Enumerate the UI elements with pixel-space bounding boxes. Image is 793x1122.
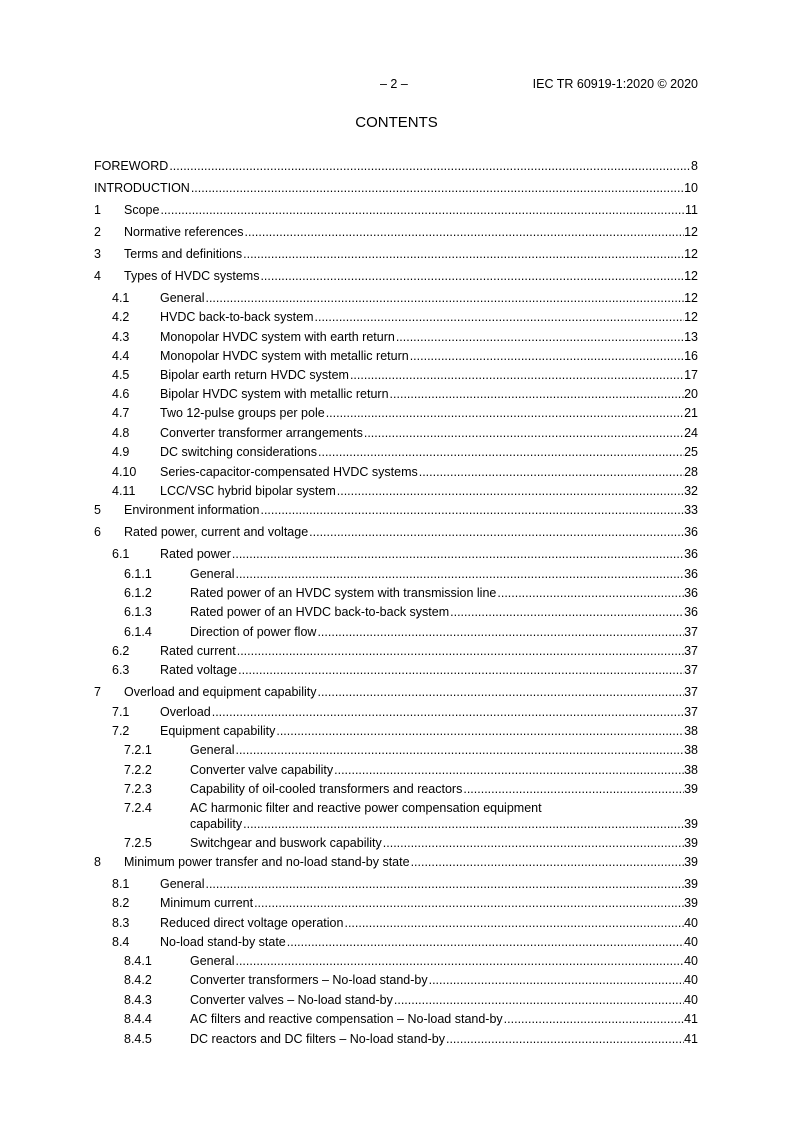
dot-leader (308, 524, 684, 540)
dot-leader (231, 546, 684, 562)
toc-entry[interactable] (94, 643, 698, 659)
toc-entry-number: 7.2.2 (124, 763, 152, 777)
toc-entry-page: 36 (684, 525, 698, 539)
toc-entry-number: 4.11 (112, 484, 136, 498)
dot-leader (234, 953, 684, 969)
toc-entry[interactable] (94, 854, 698, 870)
toc-entry-number: 8.3 (112, 916, 130, 930)
dot-leader (317, 444, 684, 460)
toc-entry-number: 4.7 (112, 406, 130, 420)
toc-entry[interactable] (94, 180, 698, 196)
toc-entry[interactable] (94, 604, 698, 620)
toc-entry-page: 36 (684, 547, 698, 561)
toc-entry-page: 36 (684, 605, 698, 619)
toc-entry-number: 6 (94, 525, 101, 539)
toc-entry-title: FOREWORD (94, 159, 169, 173)
toc-entry[interactable] (94, 972, 698, 988)
toc-entry-title: Equipment capability (160, 724, 276, 738)
dot-leader (363, 425, 684, 441)
toc-entry-number: 8.4.1 (124, 954, 152, 968)
toc-entry-page: 37 (684, 705, 698, 719)
dot-leader (204, 290, 684, 306)
toc-entry-title: Overload (160, 705, 211, 719)
toc-entry-number: 4 (94, 269, 101, 283)
toc-entry-number: 4.4 (112, 349, 130, 363)
toc-entry[interactable] (94, 762, 698, 778)
dot-leader (259, 268, 684, 284)
dot-leader (462, 781, 684, 797)
dot-leader (325, 405, 684, 421)
toc-entry-title: Switchgear and buswork capability (190, 836, 382, 850)
toc-entry-page: 40 (684, 935, 698, 949)
toc-entry[interactable] (94, 800, 698, 832)
toc-entry-page: 39 (684, 836, 698, 850)
toc-entry-number: 4.9 (112, 445, 130, 459)
toc-entry-title: Normative references (124, 225, 244, 239)
toc-entry-title: Rated current (160, 644, 236, 658)
toc-entry-number: 7.1 (112, 705, 130, 719)
dot-leader (190, 180, 684, 196)
toc-entry[interactable] (94, 386, 698, 402)
toc-entry-number: 6.1.4 (124, 625, 152, 639)
toc-entry-page: 37 (684, 685, 698, 699)
toc-entry-page: 40 (684, 916, 698, 930)
toc-entry[interactable] (94, 585, 698, 601)
dot-leader (236, 643, 684, 659)
toc-entry-page: 33 (684, 503, 698, 517)
toc-entry[interactable] (94, 1031, 698, 1047)
toc-entry[interactable] (94, 992, 698, 1008)
toc-entry[interactable] (94, 405, 698, 421)
toc-entry-page: 40 (684, 993, 698, 1007)
dot-leader (259, 502, 684, 518)
toc-entry[interactable] (94, 704, 698, 720)
toc-entry-page: 12 (684, 247, 698, 261)
toc-entry-title: Direction of power flow (190, 625, 317, 639)
toc-entry-title: Rated power of an HVDC back-to-back system (190, 605, 450, 619)
dot-leader (204, 876, 684, 892)
toc-entry-number: 8.2 (112, 896, 130, 910)
dot-leader (410, 854, 685, 870)
dot-leader (286, 934, 684, 950)
toc-entry-page: 39 (684, 896, 698, 910)
toc-entry-title: DC switching considerations (160, 445, 318, 459)
toc-entry-page: 12 (684, 310, 698, 324)
toc-entry-number: 8.4.4 (124, 1012, 152, 1026)
toc-entry-number: 8 (94, 855, 101, 869)
toc-entry-page: 20 (684, 387, 698, 401)
toc-entry-title: General (190, 567, 235, 581)
toc-entry-number: 8.4 (112, 935, 130, 949)
toc-entry-title: General (160, 877, 205, 891)
dot-leader (234, 566, 684, 582)
toc-entry-title: Monopolar HVDC system with earth return (160, 330, 395, 344)
toc-entry-page: 32 (684, 484, 698, 498)
toc-entry[interactable] (94, 483, 698, 499)
toc-entry-number: 7.2.1 (124, 743, 152, 757)
toc-entry-number: 7.2.4 (124, 801, 152, 815)
toc-entry[interactable] (94, 742, 698, 758)
toc-entry[interactable] (94, 895, 698, 911)
toc-entry-title: Overload and equipment capability (124, 685, 317, 699)
dot-leader (496, 585, 684, 601)
dot-leader (503, 1011, 684, 1027)
toc-entry-title: LCC/VSC hybrid bipolar system (160, 484, 336, 498)
dot-leader (211, 704, 684, 720)
toc-entry[interactable] (94, 329, 698, 345)
toc-entry-title: Monopolar HVDC system with metallic return (160, 349, 409, 363)
toc-entry-number: 4.8 (112, 426, 130, 440)
toc-entry[interactable] (94, 158, 698, 174)
dot-leader (168, 158, 691, 174)
toc-entry-title: Converter valve capability (190, 763, 334, 777)
toc-entry-number: 4.5 (112, 368, 130, 382)
toc-entry-page: 38 (684, 743, 698, 757)
toc-entry[interactable] (94, 1011, 698, 1027)
toc-entry-page: 16 (684, 349, 698, 363)
dot-leader (409, 348, 684, 364)
toc-entry-page: 40 (684, 973, 698, 987)
toc-entry-number: 3 (94, 247, 101, 261)
toc-entry-title: Environment information (124, 503, 260, 517)
toc-entry[interactable] (94, 953, 698, 969)
toc-entry-page: 21 (684, 406, 698, 420)
dot-leader (449, 604, 684, 620)
dot-leader (336, 483, 684, 499)
dot-leader (343, 915, 684, 931)
dot-leader (314, 309, 685, 325)
dot-leader (445, 1031, 684, 1047)
toc-entry[interactable] (94, 781, 698, 797)
dot-leader (389, 386, 685, 402)
toc-entry-title: Rated power (160, 547, 231, 561)
toc-entry-page: 37 (684, 644, 698, 658)
toc-entry-title: AC filters and reactive compensation – No-load stand-by (190, 1012, 503, 1026)
toc-entry-title: Bipolar earth return HVDC system (160, 368, 349, 382)
dot-leader (316, 624, 684, 640)
toc-entry-title: Scope (124, 203, 160, 217)
toc-entry-page: 39 (684, 877, 698, 891)
toc-entry-number: 8.1 (112, 877, 130, 891)
toc-entry-title: Minimum current (160, 896, 254, 910)
toc-entry-page: 38 (684, 763, 698, 777)
dot-leader (253, 895, 684, 911)
toc-entry-page: 36 (684, 567, 698, 581)
toc-entry-page: 12 (684, 291, 698, 305)
dot-leader (234, 742, 684, 758)
toc-entry-title: Rated power, current and voltage (124, 525, 309, 539)
dot-leader (242, 816, 684, 832)
toc-entry-number: 7.2.3 (124, 782, 152, 796)
toc-entry[interactable] (94, 464, 698, 480)
dot-leader (244, 224, 685, 240)
toc-entry-page: 8 (691, 159, 698, 173)
toc-entry-number: 6.1 (112, 547, 130, 561)
toc-entry[interactable] (94, 624, 698, 640)
toc-entry-number: 4.2 (112, 310, 130, 324)
toc-entry-title: HVDC back-to-back system (160, 310, 314, 324)
document-id-header: IEC TR 60919-1:2020 © 2020 (532, 77, 698, 91)
toc-entry[interactable] (94, 662, 698, 678)
toc-entry-title: General (190, 954, 235, 968)
toc-entry-number: 5 (94, 503, 101, 517)
toc-entry-page: 36 (684, 586, 698, 600)
toc-entry[interactable] (94, 876, 698, 892)
toc-entry-title: INTRODUCTION (94, 181, 190, 195)
toc-entry-number: 6.3 (112, 663, 130, 677)
toc-entry-title: Capability of oil-cooled transformers and reactors (190, 782, 463, 796)
toc-entry-number: 6.2 (112, 644, 130, 658)
toc-entry-page: 37 (684, 663, 698, 677)
page-title: CONTENTS (355, 114, 438, 131)
toc-entry-page: 41 (684, 1012, 698, 1026)
toc-entry-number: 4.3 (112, 330, 130, 344)
toc-entry-number: 2 (94, 225, 101, 239)
toc-entry-number: 7.2 (112, 724, 130, 738)
toc-entry-title: Series-capacitor-compensated HVDC systems (160, 465, 418, 479)
toc-entry[interactable] (94, 268, 698, 284)
toc-entry-title: General (190, 743, 235, 757)
toc-entry[interactable] (94, 684, 698, 700)
toc-entry-title: DC reactors and DC filters – No-load stand-by (190, 1032, 445, 1046)
toc-entry-page: 39 (684, 782, 698, 796)
toc-entry-page: 39 (684, 855, 698, 869)
toc-entry-page: 11 (685, 203, 698, 217)
dot-leader (242, 246, 684, 262)
toc-entry-title: AC harmonic filter and reactive power compensation equipment (190, 801, 542, 815)
dot-leader (349, 367, 684, 383)
toc-entry-number: 4.10 (112, 465, 137, 479)
toc-entry-page: 12 (684, 225, 698, 239)
toc-entry[interactable] (94, 524, 698, 540)
toc-entry[interactable] (94, 502, 698, 518)
toc-entry[interactable] (94, 835, 698, 851)
toc-entry-number: 8.4.5 (124, 1032, 152, 1046)
toc-entry-page: 13 (684, 330, 698, 344)
toc-entry-title: Rated voltage (160, 663, 238, 677)
toc-entry-page: 40 (684, 954, 698, 968)
page-number-header: – 2 – (380, 77, 408, 91)
dot-leader (418, 464, 684, 480)
toc-entry-page: 17 (684, 368, 698, 382)
toc-entry-page: 10 (684, 181, 698, 195)
dot-leader (382, 835, 684, 851)
toc-entry-title: Types of HVDC systems (124, 269, 260, 283)
toc-entry-title: No-load stand-by state (160, 935, 286, 949)
toc-entry-page: 37 (684, 625, 698, 639)
toc-entry[interactable] (94, 546, 698, 562)
toc-entry[interactable] (94, 425, 698, 441)
toc-entry[interactable] (94, 723, 698, 739)
toc-entry[interactable] (94, 367, 698, 383)
toc-entry-title: Minimum power transfer and no-load stand-by state (124, 855, 410, 869)
toc-entry[interactable] (94, 224, 698, 240)
toc-entry-title-continued: capability (190, 817, 243, 831)
toc-entry-number: 6.1.1 (124, 567, 152, 581)
toc-entry[interactable] (94, 566, 698, 582)
toc-entry-number: 6.1.2 (124, 586, 152, 600)
toc-entry-title: Reduced direct voltage operation (160, 916, 344, 930)
dot-leader (159, 202, 685, 218)
toc-entry-number: 8.4.3 (124, 993, 152, 1007)
toc-entry-number: 6.1.3 (124, 605, 152, 619)
toc-entry-page: 24 (684, 426, 698, 440)
toc-entry-number: 8.4.2 (124, 973, 152, 987)
toc-entry-title: Converter transformers – No-load stand-by (190, 973, 428, 987)
toc-entry[interactable] (94, 309, 698, 325)
toc-entry-title: Terms and definitions (124, 247, 243, 261)
dot-leader (316, 684, 684, 700)
toc-entry-title: Bipolar HVDC system with metallic return (160, 387, 389, 401)
toc-entry[interactable] (94, 444, 698, 460)
toc-entry-page: 38 (684, 724, 698, 738)
toc-entry-number: 4.1 (112, 291, 130, 305)
toc-entry-title: Converter transformer arrangements (160, 426, 363, 440)
toc-entry-page: 28 (684, 465, 698, 479)
dot-leader (333, 762, 684, 778)
toc-entry-page: 12 (684, 269, 698, 283)
toc-entry[interactable] (94, 915, 698, 931)
toc-entry-number: 1 (94, 203, 101, 217)
toc-entry-title: Two 12-pulse groups per pole (160, 406, 325, 420)
toc-entry-page: 41 (684, 1032, 698, 1046)
toc-entry-number: 7 (94, 685, 101, 699)
dot-leader (428, 972, 684, 988)
toc-entry[interactable] (94, 202, 698, 218)
toc-entry[interactable] (94, 290, 698, 306)
toc-entry-title: Converter valves – No-load stand-by (190, 993, 393, 1007)
dot-leader (237, 662, 684, 678)
toc-entry-number: 7.2.5 (124, 836, 152, 850)
dot-leader (275, 723, 684, 739)
toc-entry[interactable] (94, 934, 698, 950)
dot-leader (395, 329, 684, 345)
toc-entry[interactable] (94, 246, 698, 262)
toc-entry-page: 25 (684, 445, 698, 459)
toc-entry-page: 39 (684, 817, 698, 831)
dot-leader (393, 992, 684, 1008)
toc-entry[interactable] (94, 348, 698, 364)
toc-entry-title: General (160, 291, 205, 305)
toc-entry-number: 4.6 (112, 387, 130, 401)
toc-entry-title: Rated power of an HVDC system with transmission line (190, 586, 497, 600)
